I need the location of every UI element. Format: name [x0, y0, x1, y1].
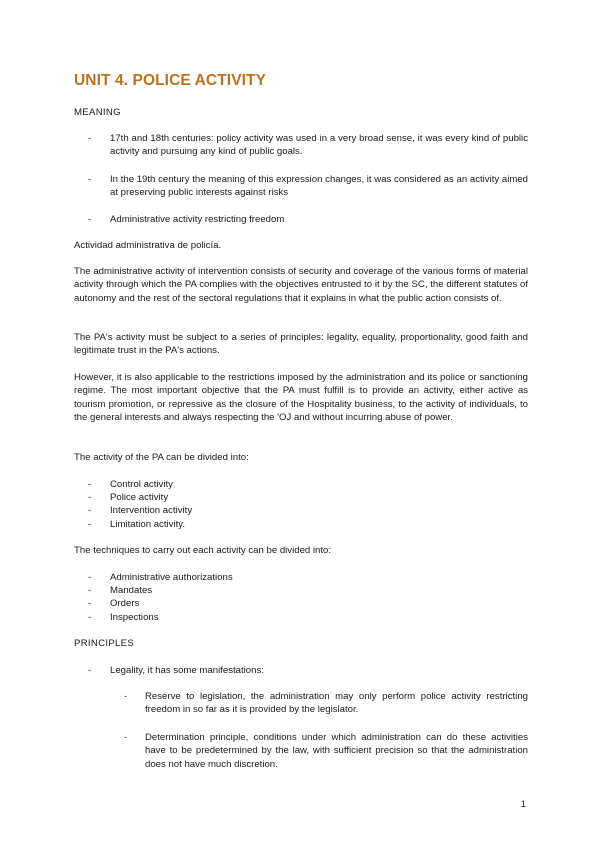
bullet-dash: - [88, 133, 92, 144]
list-item-text: Administrative authorizations [110, 572, 233, 583]
activity-list [88, 478, 192, 531]
principles-bullet-text: Legality, it has some manifestations: [110, 665, 264, 676]
principles-sub-text: Reserve to legislation, the administration may only perform police activity restricting freedom in so far as it is provided by the legislator. [145, 691, 528, 716]
principles-sub-text: Determination principle, conditions under which administration can do these activities have to be predetermined by the law, with sufficient precision so that the administration does not have much discretion. [145, 732, 528, 770]
list-item [88, 504, 192, 517]
list-item [88, 518, 192, 531]
bullet-dash: - [88, 479, 92, 490]
list-item [88, 584, 233, 597]
bullet-dash: - [88, 598, 92, 610]
list-item-text: Police activity [110, 492, 169, 504]
paragraph-activity-divided: The activity of the PA can be divided into: [74, 452, 249, 463]
list-item [88, 571, 233, 584]
paragraph-techniques: The techniques to carry out each activity can be divided into: [74, 545, 332, 556]
principles-sub-bullet-2 [124, 731, 528, 771]
bullet-dash: - [88, 492, 92, 504]
list-item [88, 478, 192, 491]
meaning-bullet-2 [88, 173, 528, 200]
list-item-text: Orders [110, 598, 140, 610]
list-item [88, 611, 233, 624]
page-number: 1 [520, 799, 526, 810]
bullet-dash: - [124, 732, 128, 743]
list-item-text: Inspections [110, 611, 159, 623]
list-item-text: Control activity [110, 479, 173, 490]
bullet-dash: - [88, 665, 92, 676]
meaning-bullet-text: In the 19th century the meaning of this expression changes, it was considered as an activity aimed at preserving public interests against risks [110, 174, 528, 199]
principles-bullet [88, 664, 528, 677]
bullet-dash: - [88, 174, 92, 185]
paragraph-restrictions: However, it is also applicable to the restrictions imposed by the administration and its police or sanctioning regime. The most important objective that the PA must fulfill is to provide an activity, either active as tourism promotion, or repressive as the closure of the Hospitality business, to the activity of individuals, to the general interests and always respecting the 'OJ and without incurring abuse of power. [74, 372, 528, 423]
list-item [88, 597, 233, 610]
paragraph-intervention: The administrative activity of intervention consists of security and coverage of the various forms of material activity through which the PA complies with the objectives entrusted to it by the SC, the different statutes of autonomy and the rest of the sectoral regulations that it explains in what the public action consists of. [74, 266, 528, 304]
bullet-dash: - [88, 585, 92, 597]
list-item-text: Limitation activity. [110, 518, 185, 530]
paragraph-spanish-term: Actividad administrativa de policía. [74, 240, 222, 251]
list-item [88, 491, 192, 504]
meaning-bullet-text: Administrative activity restricting freedom [110, 214, 285, 225]
meaning-bullet-1 [88, 132, 528, 159]
bullet-dash: - [88, 572, 92, 583]
bullet-dash: - [124, 691, 128, 702]
section-heading-meaning: MEANING [74, 107, 121, 118]
meaning-bullet-3 [88, 213, 528, 226]
techniques-list [88, 571, 233, 624]
meaning-bullet-text: 17th and 18th centuries: policy activity was used in a very broad sense, it was every kind of public activity and pursuing any kind of public goals. [110, 133, 528, 158]
list-item-text: Intervention activity [110, 505, 193, 517]
bullet-dash: - [88, 611, 92, 623]
bullet-dash: - [88, 518, 92, 530]
list-item-text: Mandates [110, 585, 153, 597]
principles-sub-bullet-1 [124, 690, 528, 717]
bullet-dash: - [88, 505, 92, 517]
section-heading-principles: PRINCIPLES [74, 638, 135, 649]
bullet-dash: - [88, 214, 92, 225]
paragraph-principles-intro: The PA's activity must be subject to a series of principles: legality, equality, proportionality, good faith and legitimate trust in the PA's actions. [74, 332, 528, 357]
unit-title: UNIT 4. POLICE ACTIVITY [74, 72, 267, 89]
